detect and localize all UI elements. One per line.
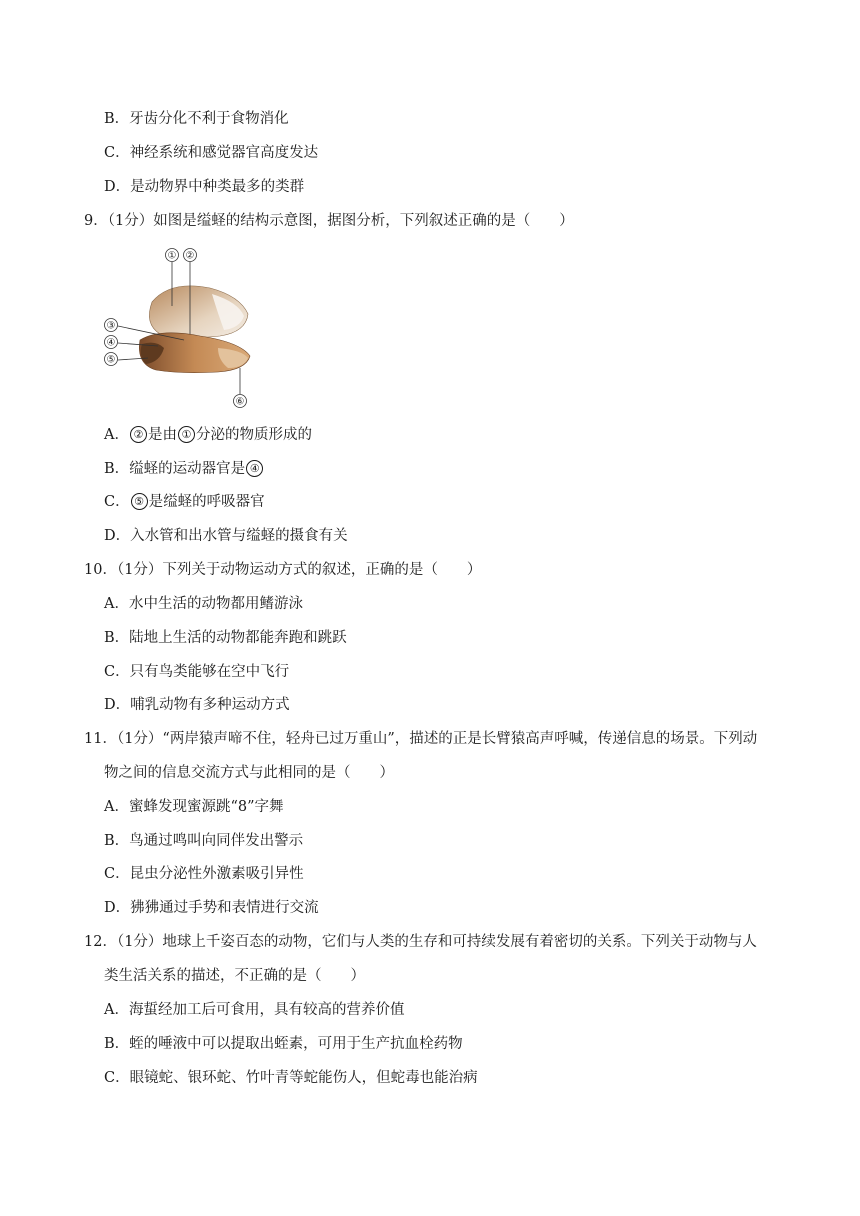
q11-option-d: D．狒狒通过手势和表情进行交流 bbox=[104, 900, 319, 916]
q11-stem-line1: 11．（1分）“两岸猿声啼不住，轻舟已过万重山”，描述的正是长臂猿高声呼喊，传递信息的场景。下列动 bbox=[84, 731, 758, 747]
razor-clam-structure-figure bbox=[100, 244, 260, 414]
svg-text:④: ④ bbox=[106, 337, 116, 349]
q12-stem-line2: 类生活关系的描述，不正确的是（ ） bbox=[104, 968, 365, 984]
label-3 bbox=[105, 319, 118, 332]
svg-text:⑤: ⑤ bbox=[106, 354, 116, 366]
q9-option-d: D．入水管和出水管与缢蛏的摄食有关 bbox=[104, 528, 348, 544]
q12-stem-line1: 12．（1分）地球上千姿百态的动物，它们与人类的生存和可持续发展有着密切的关系。下列关于动物与人 bbox=[84, 934, 757, 950]
q9-stem: 9．（1分）如图是缢蛏的结构示意图，据图分析，下列叙述正确的是（ ） bbox=[84, 213, 574, 229]
svg-text:①: ① bbox=[167, 250, 177, 262]
q9-option-c: C． ⑤ 是缢蛏的呼吸器官 bbox=[104, 494, 265, 510]
label-4 bbox=[105, 336, 118, 349]
label-2 bbox=[184, 249, 197, 262]
q10-option-d: D．哺乳动物有多种运动方式 bbox=[104, 697, 290, 713]
q9-option-b: B．缢蛏的运动器官是 ④ bbox=[104, 459, 264, 479]
label-1 bbox=[166, 249, 179, 262]
razor-clam-illustration bbox=[100, 244, 260, 414]
q11-option-b: B．鸟通过鸣叫向同伴发出警示 bbox=[104, 833, 304, 849]
q8-option-b: B．牙齿分化不利于食物消化 bbox=[104, 111, 289, 127]
q11-option-a: A．蜜蜂发现蜜源跳“8”字舞 bbox=[104, 799, 284, 815]
q12-option-a: A．海蜇经加工后可食用，具有较高的营养价值 bbox=[104, 1002, 405, 1018]
q11-stem-line2: 物之间的信息交流方式与此相同的是（ ） bbox=[104, 765, 394, 781]
q8-option-c: C．神经系统和感觉器官高度发达 bbox=[104, 145, 319, 161]
q9-option-a: A． ② 是由 ① 分泌的物质形成的 bbox=[104, 427, 312, 443]
q12-option-c: C．眼镜蛇、银环蛇、竹叶青等蛇能伤人，但蛇毒也能治病 bbox=[104, 1070, 478, 1086]
svg-text:③: ③ bbox=[106, 320, 116, 332]
label-6 bbox=[234, 395, 247, 408]
svg-text:②: ② bbox=[185, 250, 195, 262]
svg-text:⑥: ⑥ bbox=[235, 396, 245, 408]
q10-option-a: A．水中生活的动物都用鳍游泳 bbox=[104, 596, 303, 612]
q8-option-d: D．是动物界中种类最多的类群 bbox=[104, 179, 305, 195]
q12-option-b: B．蛭的唾液中可以提取出蛭素，可用于生产抗血栓药物 bbox=[104, 1036, 463, 1052]
label-5 bbox=[105, 353, 118, 366]
q10-stem: 10．（1分）下列关于动物运动方式的叙述，正确的是（ ） bbox=[84, 562, 482, 578]
q10-option-c: C．只有鸟类能够在空中飞行 bbox=[104, 664, 290, 680]
q11-option-c: C．昆虫分泌性外激素吸引异性 bbox=[104, 866, 304, 882]
q10-option-b: B．陆地上生活的动物都能奔跑和跳跃 bbox=[104, 630, 347, 646]
